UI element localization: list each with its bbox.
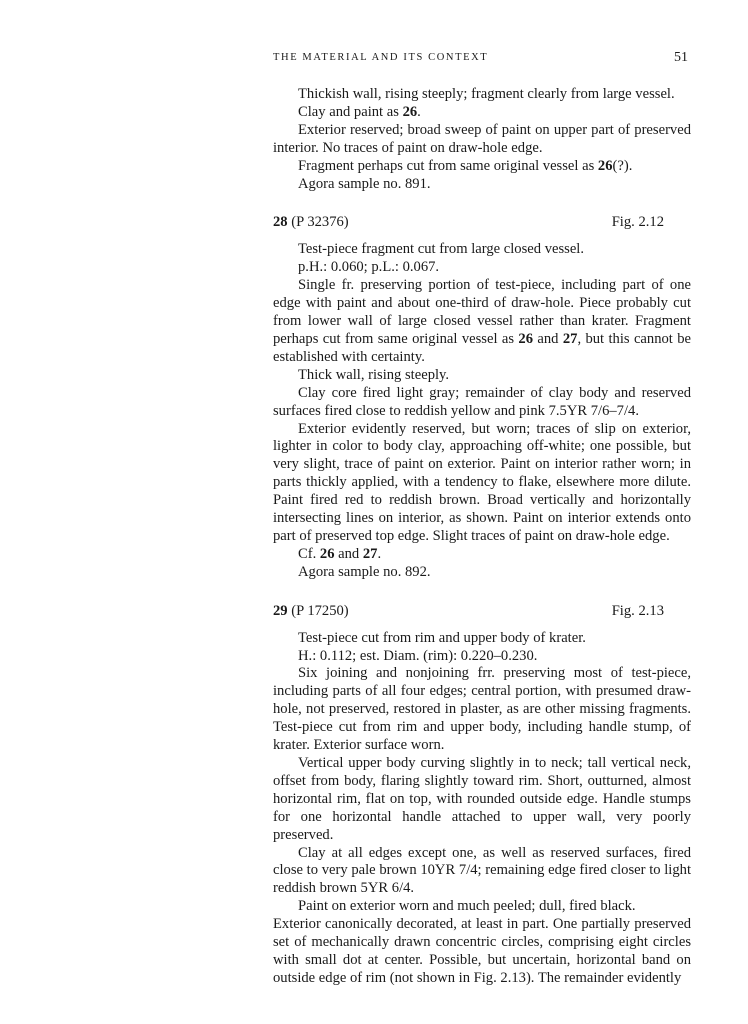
paragraph: Clay and paint as 26.: [298, 103, 421, 120]
paragraph: Agora sample no. 892.: [298, 563, 431, 580]
running-head: THE MATERIAL AND ITS CONTEXT: [273, 52, 489, 63]
catalogue-ref: 26: [597, 157, 613, 174]
entry-heading-28: [273, 213, 691, 231]
paragraph: Six joining and nonjoining frr. preserving most of test-piece, including parts of all four edges; central portion, with presumed draw-hole, not preserved, restored in plaster, as are other missing fragments. Test-piece cut from rim and upper body, including handle stump, of krater. Exterior surface worn.: [273, 665, 691, 754]
paragraph: Test-piece cut from rim and upper body of krater.: [298, 629, 586, 646]
paragraph: Thickish wall, rising steeply; fragment clearly from large vessel.: [298, 86, 675, 102]
figure-reference: Fig. 2.12: [611, 214, 664, 231]
figure-reference: Fig. 2.13: [611, 602, 664, 619]
paragraph: p.H.: 0.060; p.L.: 0.067.: [298, 259, 440, 276]
paragraph: Exterior canonically decorated, at least in part. One partially preserved set of mechanically drawn concentric circles, comprising eight circles with small dot at center. Possible, but uncertain, horizontal band on outside edge of rim (not shown in Fig. 2.13). The remainder evidently: [273, 916, 691, 986]
paragraph: Thick wall, rising steeply.: [298, 366, 450, 383]
paragraph: H.: 0.112; est. Diam. (rim): 0.220–0.230.: [298, 647, 538, 664]
paragraph: Exterior evidently reserved, but worn; traces of slip on exterior, lighter in color to body clay, approaching off-white; one possible, but very slight, trace of paint on exterior. Paint on interior rather worn; in parts thickly applied, with a tendency to flake, elsewhere more dilute. Paint fired red to reddish brown. Broad vertically and horizontally intersecting lines on interior, as shown. Paint on interior extends onto part of preserved top edge. Slight traces of paint on draw-hole edge.: [273, 420, 691, 544]
paragraph: Agora sample no. 891.: [298, 175, 431, 192]
paragraph: Exterior reserved; broad sweep of paint on upper part of preserved interior. No traces of paint on draw-hole edge.: [273, 121, 691, 156]
catalogue-ref: 26: [402, 103, 418, 120]
main-text: [273, 86, 691, 988]
paragraph: Cf. 26 and 27.: [298, 545, 382, 562]
inventory-number: (P 32376): [287, 214, 349, 231]
inventory-number: (P 17250): [287, 602, 349, 619]
paragraph: Test-piece fragment cut from large closed vessel.: [298, 241, 585, 258]
paragraph: Paint on exterior worn and much peeled; dull, fired black.: [298, 898, 636, 915]
paragraph: Clay at all edges except one, as well as reserved surfaces, fired close to very pale brown 10YR 7/4; remaining edge fired closer to light reddish brown 5YR 6/4.: [273, 844, 691, 897]
paragraph: Fragment perhaps cut from same original vessel as 26(?).: [298, 157, 633, 174]
paragraph: Vertical upper body curving slightly in to neck; tall vertical neck, offset from body, flaring slightly toward rim. Short, outturned, almost horizontal rim, flat on top, with rounded outside edge. Handle stumps for one horizontal handle attached to upper wall, very poorly preserved.: [273, 755, 691, 843]
paragraph: Clay core fired light gray; remainder of clay body and reserved surfaces fired close to reddish yellow and pink 7.5YR 7/6–7/4.: [273, 384, 691, 419]
paragraph: Single fr. preserving portion of test-piece, including part of one edge with paint and about one-third of draw-hole. Piece probably cut from lower wall of large closed vessel rather than krater. Fragment perhaps cut from same original vessel as 26 and 27, but this cannot be established with certainty.: [273, 277, 691, 365]
page-number: 51: [674, 50, 688, 65]
entry-number: 28: [273, 214, 288, 231]
entry-number: 29: [273, 602, 288, 619]
entry-heading-29: [273, 602, 691, 620]
